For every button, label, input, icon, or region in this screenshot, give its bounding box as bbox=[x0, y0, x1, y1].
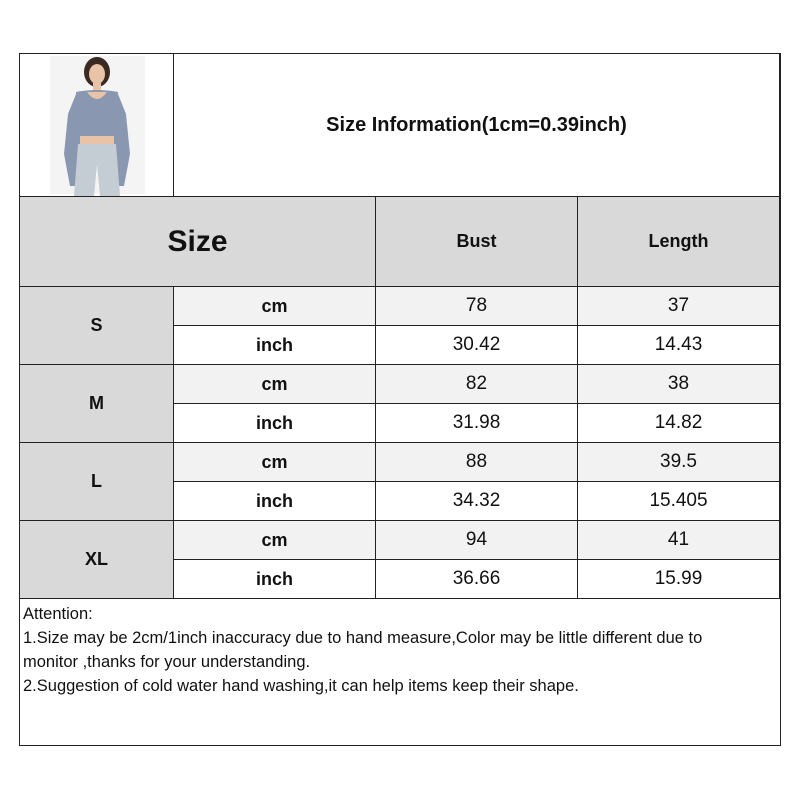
bust-value: 88 bbox=[376, 443, 578, 482]
length-value: 14.43 bbox=[578, 326, 780, 365]
length-value: 39.5 bbox=[578, 443, 780, 482]
note-line-3: 2.Suggestion of cold water hand washing,it can help items keep their shape. bbox=[23, 677, 579, 695]
attention-notes bbox=[20, 599, 780, 745]
length-column-header: Length bbox=[578, 197, 780, 287]
size-chart-table bbox=[19, 53, 781, 746]
length-value: 14.82 bbox=[578, 404, 780, 443]
bust-value: 82 bbox=[376, 365, 578, 404]
unit-label: inch bbox=[174, 326, 376, 365]
size-label-xl: XL bbox=[20, 521, 174, 599]
attention-heading: Attention: bbox=[23, 605, 93, 623]
unit-label: cm bbox=[174, 287, 376, 326]
length-value: 37 bbox=[578, 287, 780, 326]
length-value: 15.99 bbox=[578, 560, 780, 599]
size-information-title: Size Information(1cm=0.39inch) bbox=[174, 54, 780, 197]
bust-value: 31.98 bbox=[376, 404, 578, 443]
bust-value: 36.66 bbox=[376, 560, 578, 599]
unit-label: inch bbox=[174, 560, 376, 599]
unit-label: cm bbox=[174, 443, 376, 482]
note-line-2: monitor ,thanks for your understanding. bbox=[23, 653, 311, 671]
bust-value: 34.32 bbox=[376, 482, 578, 521]
unit-label: cm bbox=[174, 521, 376, 560]
bust-value: 30.42 bbox=[376, 326, 578, 365]
bust-value: 94 bbox=[376, 521, 578, 560]
unit-label: cm bbox=[174, 365, 376, 404]
unit-label: inch bbox=[174, 404, 376, 443]
length-value: 15.405 bbox=[578, 482, 780, 521]
bust-value: 78 bbox=[376, 287, 578, 326]
unit-label: inch bbox=[174, 482, 376, 521]
size-label-l: L bbox=[20, 443, 174, 521]
product-photo bbox=[20, 54, 174, 197]
size-column-header: Size bbox=[20, 197, 376, 287]
note-line-1: 1.Size may be 2cm/1inch inaccuracy due to hand measure,Color may be little different due to bbox=[23, 629, 703, 647]
length-value: 41 bbox=[578, 521, 780, 560]
size-label-s: S bbox=[20, 287, 174, 365]
bust-column-header: Bust bbox=[376, 197, 578, 287]
length-value: 38 bbox=[578, 365, 780, 404]
model-photo-icon bbox=[20, 54, 173, 196]
size-label-m: M bbox=[20, 365, 174, 443]
